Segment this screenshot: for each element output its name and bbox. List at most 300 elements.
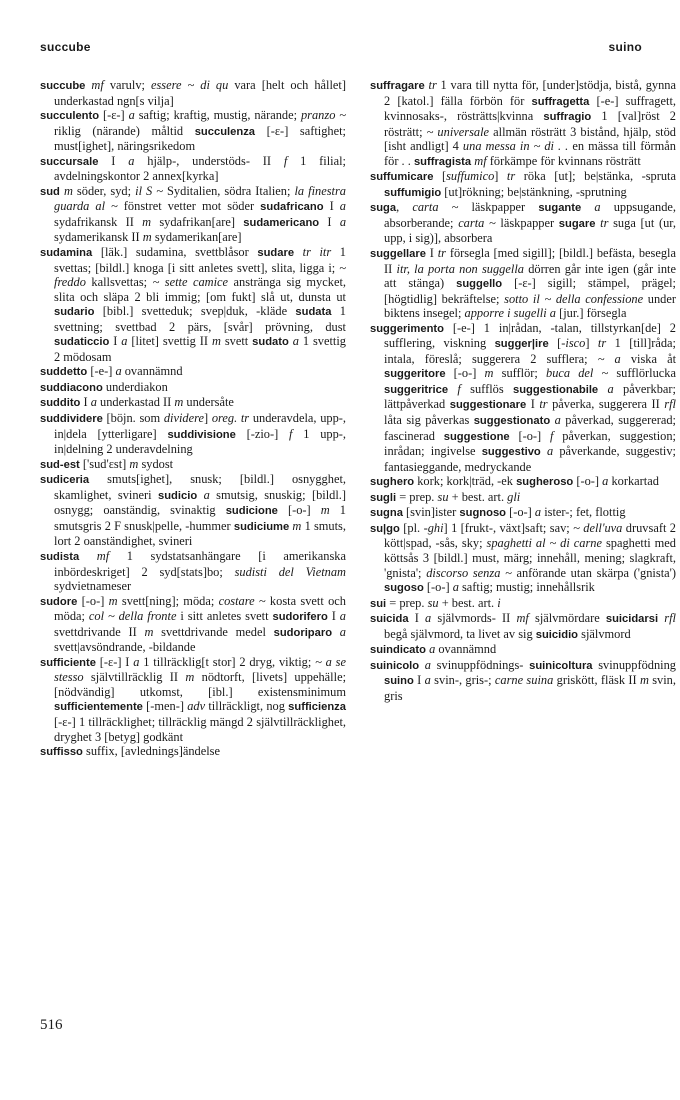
definition-text: i sitt anletes svett — [176, 609, 273, 624]
grammar-label: a — [339, 214, 347, 229]
dictionary-entry — [40, 184, 346, 245]
definition-text: läskpapper — [495, 215, 559, 230]
headword: suggestione — [443, 430, 510, 443]
grammar-label: m — [142, 214, 152, 229]
definition-text: kallsvettas; — [85, 275, 153, 290]
grammar-label: a — [534, 505, 542, 520]
headword: suggellare — [370, 248, 426, 261]
definition-text: uppsugande, absorberande; — [384, 200, 676, 230]
headword: sudista — [40, 550, 80, 563]
headword: sugnoso — [459, 507, 507, 520]
definition-text: påverkande, suggestiv; fantasieggande, medryckande — [384, 444, 676, 474]
grammar-label: ~ freddo — [54, 260, 346, 290]
headword: sudoriparo — [273, 626, 333, 639]
definition-text — [332, 625, 340, 639]
grammar-label: essere ~ di qu — [150, 78, 229, 92]
definition-text: kosta svett och möda; — [54, 593, 346, 624]
dictionary-entry — [370, 246, 676, 321]
grammar-label: a — [128, 108, 135, 123]
definition-text: I — [408, 611, 426, 626]
definition-text: självtillräcklig II — [83, 670, 186, 685]
dictionary-entry — [370, 642, 676, 658]
definition-text: 1 smuts, lort 2 oanständighet, svineri — [54, 518, 346, 549]
grammar-label: una messa in ~ di . . — [462, 139, 569, 154]
grammar-label: tr — [539, 397, 548, 412]
definition-text: = prep. — [386, 595, 428, 610]
grammar-label: a — [115, 364, 122, 379]
definition-text: ['sud'εst] — [79, 456, 130, 471]
grammar-label: a — [339, 609, 346, 624]
grammar-label: a — [90, 395, 97, 410]
grammar-label: i — [497, 595, 501, 610]
grammar-label: itr, la porta non suggella — [396, 261, 524, 276]
grammar-label: m — [320, 503, 330, 518]
definition-text — [294, 245, 303, 259]
definition-text: suga [ut (ur, upp, i sig)], absorbera — [384, 215, 676, 246]
headword: sufficiente — [40, 656, 96, 669]
grammar-label: spaghetti al ~ di carne — [486, 536, 602, 551]
definition-text: 1 vara till nytta för, [under]stödja, bistå, gynna 2 [katol.] fälla förbön för — [384, 78, 676, 108]
dictionary-entry — [40, 549, 346, 594]
definition-text: begå självmord, ta livet av sig — [384, 626, 536, 641]
grammar-label: suffumico — [446, 169, 495, 184]
grammar-label: rfl — [664, 611, 676, 626]
definition-text: [-ε-] — [99, 108, 129, 123]
grammar-label: mf — [96, 548, 110, 563]
grammar-label: a — [425, 611, 432, 626]
grammar-label: ~ a — [597, 351, 621, 366]
grammar-label: m — [63, 183, 73, 198]
headword: sudiceria — [40, 474, 90, 487]
grammar-label: a — [133, 654, 140, 669]
grammar-label: a — [554, 413, 561, 428]
definition-text: [-o-] — [509, 428, 550, 443]
definition-text: vara [helt och hållet] underkastad ngn[s vilja] — [54, 78, 346, 108]
grammar-label: discorso senza ~ — [426, 565, 512, 580]
grammar-label: m — [484, 366, 494, 381]
headword: sugoso — [384, 582, 424, 595]
dictionary-entry — [370, 611, 676, 642]
definition-text: allmän rösträtt 3 bistånd, hjälp, stöd [isht andligt] 4 — [384, 124, 677, 154]
headword: sudata — [295, 306, 332, 319]
definition-text: nödtorft, [livets] uppehälle; [nödvändig] utkomst, [ibl.] existensminimum — [54, 670, 347, 699]
definition-text: påverka, suggerera II — [547, 397, 665, 412]
definition-text: sufflör; — [493, 366, 547, 381]
definition-text — [581, 200, 594, 214]
headword: sudare — [257, 247, 295, 260]
headword: sugante — [538, 202, 582, 215]
grammar-label: f — [283, 153, 288, 168]
definition-text: sydvietnameser — [54, 579, 132, 594]
headword: sudamericano — [243, 216, 320, 229]
definition-text: 1 [val]röst 2 rösträtt; — [384, 109, 676, 139]
grammar-label: a — [546, 444, 554, 459]
definition-text: [-o-] — [277, 503, 321, 518]
grammar-label: tr — [597, 336, 607, 351]
grammar-label: f — [457, 381, 461, 396]
headword: suindicato — [370, 644, 426, 657]
definition-text: 1 filial; avdelningskontor 2 annex[kyrka] — [54, 153, 347, 184]
definition-text: [-o-] — [423, 580, 453, 595]
definition-text: söder, syd; — [72, 183, 136, 198]
definition-text: [-o-] — [77, 593, 109, 608]
grammar-label: buca del ~ — [546, 366, 609, 381]
grammar-label: m — [129, 456, 139, 471]
grammar-label: mf — [474, 153, 487, 168]
definition-text: svinuppfödning — [592, 657, 676, 672]
definition-text: [läk.] sudamina, svettblåsor — [92, 245, 258, 260]
headword: succube — [40, 80, 86, 92]
guide-word-right: suino — [608, 40, 642, 54]
definition-text: ] — [203, 411, 212, 426]
definition-text: [böjn. som — [102, 411, 164, 426]
dictionary-entry — [40, 78, 346, 108]
headword: sudafricano — [260, 201, 324, 214]
definition-text: undersåte — [183, 395, 234, 410]
definition-text: suffix, [avlednings]ändelse — [82, 744, 220, 759]
definition-text: [litet] svettig II — [127, 334, 212, 349]
headword: suga — [370, 202, 397, 215]
definition-text: [-e-] — [87, 364, 116, 379]
definition-text: sydamerikansk II — [54, 230, 143, 245]
headword: suicida — [370, 613, 409, 626]
definition-text: I — [323, 199, 340, 214]
definition-text: kork; kork|träd, -ek — [414, 474, 517, 489]
grammar-label: ~ universale — [426, 124, 490, 139]
definition-text: [-ε-] I — [95, 654, 134, 669]
definition-text: [svin]ister — [402, 505, 460, 520]
headword: suddetto — [40, 366, 88, 379]
definition-text: svett|avsöndrande, -bildande — [54, 640, 196, 655]
headword: sudario — [54, 306, 95, 319]
definition-text: ] — [585, 336, 598, 351]
dictionary-entry — [370, 658, 676, 704]
headword: sui — [370, 597, 387, 610]
definition-text: [-o-] — [573, 474, 603, 489]
definition-text: [jur.] försegla — [555, 306, 627, 321]
dictionary-entry — [370, 474, 676, 490]
grammar-label: apporre i sugelli a — [464, 306, 556, 321]
grammar-label: f — [289, 426, 293, 441]
headword: suinicolo — [370, 659, 420, 672]
dictionary-entry — [40, 154, 346, 184]
grammar-label: tr — [428, 78, 437, 92]
definition-text: 1 upp-, in|delning 2 underavdelning — [54, 426, 346, 457]
grammar-label: m — [211, 334, 221, 349]
grammar-label: la finestra guarda al ~ — [54, 183, 346, 214]
dictionary-entry — [370, 505, 676, 521]
dictionary-entry — [370, 78, 676, 169]
headword: sudamina — [40, 247, 93, 260]
definition-text: riklig (närande) måltid — [54, 123, 195, 138]
dictionary-entry — [40, 411, 346, 457]
grammar-label: m — [292, 518, 302, 533]
dictionary-entry — [370, 321, 676, 474]
grammar-label: -ghi — [423, 520, 444, 535]
definition-text: självmord — [578, 626, 631, 641]
dictionary-entry — [40, 364, 346, 380]
definition-text: sydafrikan[are] — [151, 214, 244, 229]
definition-text: tillräckligt, nog — [205, 699, 289, 714]
headword: suffragista — [413, 155, 472, 168]
definition-text: saftig; mustig; innehållsrik — [458, 580, 595, 595]
definition-text: ] 1 [frukt-, växt]saft; sav; — [443, 520, 574, 535]
definition-text: svin-, gris-; — [430, 673, 495, 688]
definition-text: 1 svettning; svettbad 2 pärs, [svår] prövning, dust — [54, 304, 346, 334]
headword: sudaticcio — [54, 336, 110, 349]
grammar-label: ~ dell'uva — [573, 520, 623, 535]
definition-text: + best. art. — [448, 489, 508, 504]
definition-text: 1 tillräcklig[t stor] 2 dryg, viktig; — [139, 654, 316, 669]
headword: suggello — [456, 278, 503, 291]
definition-text: under biktens insegel; — [384, 291, 676, 321]
grammar-label: m — [174, 395, 184, 410]
definition-text: hjälp-, understöds- II — [134, 153, 284, 168]
definition-text: [-ε-] 1 tillräcklighet; tillräcklig mängd 2 självtillräcklighet, dryghet 3 [betyg] godkänt — [54, 714, 346, 744]
definition-text: korkartad — [608, 474, 659, 489]
dictionary-entry — [40, 395, 346, 411]
headword: suddiacono — [40, 381, 103, 394]
definition-text: anförande utan skärpa ('gnista') — [511, 565, 676, 580]
definition-text: sydamerikan[are] — [151, 230, 242, 245]
grammar-label: costare ~ — [218, 593, 266, 608]
definition-text: ] — [494, 169, 507, 184]
definition-text: [-o-] — [506, 505, 535, 520]
headword: suggeritore — [384, 368, 446, 381]
grammar-label: a — [121, 334, 128, 349]
headword: sudore — [40, 595, 78, 608]
definition-text: griskött, fläsk II — [553, 673, 640, 688]
definition-text: sufflös — [460, 381, 513, 396]
headword: sugger|ire — [494, 338, 549, 351]
headword: sughero — [370, 476, 415, 489]
grammar-label: ~ a se stesso — [54, 654, 346, 685]
grammar-label: su — [437, 489, 449, 504]
grammar-label: tr — [600, 215, 609, 230]
headword: sugna — [370, 507, 403, 520]
definition-text: svinuppfödnings- — [431, 657, 530, 672]
definition-text: [-zio-] — [235, 426, 290, 441]
grammar-label: a — [607, 381, 614, 396]
definition-text: [bibl.] svetteduk; svep|duk, -kläde — [94, 304, 296, 319]
dictionary-entry — [40, 380, 346, 396]
grammar-label: a — [424, 673, 431, 688]
definition-text: I — [80, 395, 91, 410]
definition-text: underavdela, upp-, in|dela [ytterligare] — [54, 411, 347, 441]
grammar-label: tr — [437, 246, 446, 261]
dictionary-entry — [40, 655, 346, 744]
headword: suffragio — [543, 111, 592, 124]
definition-text: Syditalien, södra Italien; — [163, 183, 295, 198]
definition-text: svettdrivande medel — [153, 624, 274, 639]
headword: sufficientemente — [54, 701, 143, 714]
definition-text: svin, gris — [384, 673, 676, 703]
dictionary-entry — [370, 490, 676, 506]
dictionary-entry — [40, 108, 346, 154]
grammar-label: carta ~ — [412, 200, 459, 215]
headword: suggestionare — [449, 399, 527, 412]
grammar-label: a — [128, 153, 135, 168]
grammar-label: pranzo ~ — [300, 108, 347, 123]
definition-text: [-men-] — [142, 699, 188, 714]
definition-text: saftig; kraftig, mustig, närande; — [134, 108, 301, 123]
headword: suffragetta — [531, 95, 590, 108]
definition-text: I — [109, 334, 122, 349]
definition-text: sydost — [138, 456, 174, 471]
grammar-label: a — [602, 474, 609, 489]
headword: sugare — [558, 217, 596, 230]
dictionary-entry — [370, 169, 676, 200]
headword: su|go — [370, 522, 400, 535]
definition-text: självmords- II — [431, 611, 517, 626]
grammar-label: m — [639, 673, 649, 688]
grammar-label: a — [292, 334, 299, 349]
definition-text: underdiakon — [102, 379, 168, 394]
grammar-label: sudisti del Vietnam — [234, 564, 346, 579]
definition-text: = prep. — [396, 489, 438, 504]
definition-text: sydafrikansk II — [54, 214, 143, 229]
definition-text: påverkan, suggestion; inrådan; ingivelse — [384, 428, 676, 459]
definition-text: [ut]rökning; be|stänkning, -sprutning — [441, 184, 627, 199]
definition-text: försegla [med sigill]; [bildl.] befästa, besegla II — [384, 246, 677, 276]
definition-text: en mässa till förmån för . . — [384, 139, 677, 168]
grammar-label: il S ~ — [135, 183, 163, 198]
grammar-label: tr — [506, 169, 516, 184]
grammar-label: a — [339, 199, 346, 214]
definition-text: ister-; fet, flottig — [541, 505, 626, 520]
headword: sudicio — [158, 489, 198, 502]
definition-text: låta sig påverkas — [384, 413, 474, 428]
headword: suffumicare — [370, 171, 434, 184]
definition-text: läskpapper — [458, 200, 539, 215]
headword: suggestionato — [473, 415, 551, 428]
definition-text: , — [396, 200, 413, 215]
headword: sudato — [252, 336, 289, 349]
grammar-label: mf — [91, 78, 104, 92]
headword: sudiciume — [233, 520, 290, 533]
headword: sudicione — [225, 505, 278, 518]
grammar-label: a — [339, 624, 346, 639]
headword: suggestivo — [481, 446, 541, 459]
headword: succulenza — [194, 125, 256, 138]
page-number: 516 — [40, 1017, 63, 1033]
dictionary-entry — [40, 744, 346, 760]
definition-text: [-ε-] saftighet; must[ighet], näringsrikedom — [54, 123, 346, 154]
grammar-label: a — [424, 657, 431, 672]
definition-text: I — [319, 214, 340, 229]
definition-text: [ — [548, 336, 562, 351]
headword: suicidarsi — [605, 613, 659, 626]
headword: suffisso — [40, 746, 83, 759]
definition-text: smutsig, snuskig; [bildl.] osnygg; oanständig, svinaktig — [54, 487, 347, 518]
definition-text: [-o-] — [445, 366, 485, 381]
grammar-label: a — [594, 200, 601, 215]
definition-text: underkastad II — [96, 395, 175, 410]
definition-text: anstränga sig mycket, slita och släpa 2 bli immig; [om fukt] slå ut, dunsta ut — [54, 275, 346, 304]
definition-text: svett — [220, 334, 253, 349]
definition-text: ovannämnd — [435, 642, 497, 657]
definition-text: 1 [till]råda; intala, föreslå; suggerera 2 sufflera; — [384, 336, 676, 366]
definition-text: I — [98, 153, 129, 168]
headword: sugheroso — [516, 476, 574, 489]
definition-text: I — [526, 397, 540, 412]
headword: suggeritrice — [384, 383, 449, 396]
grammar-label: a — [429, 642, 436, 657]
definition-text: förkämpe för kvinnans rösträtt — [486, 153, 641, 168]
grammar-label: -isco — [561, 336, 586, 351]
definition-text: [ — [433, 169, 447, 184]
grammar-label: m — [185, 670, 195, 685]
definition-text: [-ε-] sigill; stämpel, prägel; [högtidlig] bekräftelse; — [384, 276, 676, 306]
definition-text: I — [327, 609, 340, 624]
headword: suddito — [40, 397, 81, 410]
grammar-label: col ~ della fronte — [88, 609, 177, 624]
headword: sud-est — [40, 458, 80, 471]
dictionary-column-left — [40, 78, 346, 760]
grammar-label: a — [452, 580, 459, 595]
definition-text — [448, 382, 457, 396]
definition-text: smuts[ighet], snusk; [bildl.] osnygghet, skamlighet, svineri — [54, 472, 346, 502]
definition-text: druvsaft 2 kött|spad, -sås, sky; — [384, 520, 677, 551]
definition-text: 1 sydstatsanhängare [i amerikanska inbördeskriget] 2 syd[stats]bo; — [54, 548, 346, 579]
definition-text: självmördare — [528, 611, 606, 626]
grammar-label: m — [144, 624, 154, 639]
headword: suggestionabile — [512, 383, 599, 396]
definition-text: svettdrivande II — [54, 624, 145, 639]
dictionary-entry — [370, 521, 676, 596]
dictionary-entry — [370, 596, 676, 612]
headword: sud — [40, 185, 60, 198]
definition-text: 1 svettas; [bildl.] knoga [i sitt anletes svett], slita, ligga i; — [54, 245, 346, 275]
definition-text: fönstret vetter mot söder — [117, 199, 261, 214]
definition-text: svett[ning]; möda; — [117, 593, 219, 608]
definition-text: I — [413, 673, 425, 688]
grammar-label: oreg. tr — [211, 411, 250, 426]
definition-text: I — [425, 246, 438, 261]
grammar-label: tr itr — [302, 245, 332, 260]
dictionary-entry — [40, 245, 346, 364]
definition-text — [79, 549, 97, 563]
grammar-label: gli — [507, 489, 521, 504]
grammar-label: ~ sette camice — [152, 275, 229, 290]
grammar-label: carne suina — [494, 673, 554, 688]
definition-text: dörren går inte igen (går inte att stänga) — [384, 261, 676, 291]
grammar-label: dividere — [163, 411, 204, 426]
grammar-label: carta ~ — [458, 215, 496, 230]
dictionary-entry — [40, 472, 346, 549]
grammar-label: m — [108, 593, 118, 608]
headword: suicidio — [535, 628, 579, 641]
definition-text: spaghetti med köttsås 3 [bildl.] must, märg; innehåll, mening; slagkraft, 'gnista'; — [384, 536, 677, 580]
grammar-label: mf — [516, 611, 529, 626]
definition-text: + best. art. — [438, 595, 498, 610]
grammar-label: su — [427, 595, 439, 610]
definition-text: ovannämnd — [121, 364, 183, 379]
definition-text: röka [ut]; be|stänka, -spruta — [515, 169, 676, 184]
definition-text: 1 smutsgris 2 F snusk|pelle, -hummer — [54, 503, 346, 533]
guide-word-left: succube — [40, 40, 91, 54]
headword: suino — [384, 675, 414, 688]
headword: succursale — [40, 155, 99, 168]
dictionary-entry — [40, 594, 346, 655]
dictionary-entry — [370, 200, 676, 246]
headword: sudorifero — [272, 611, 328, 624]
dictionary-column-right — [370, 78, 676, 703]
grammar-label: sotto il ~ della confessione — [504, 291, 644, 306]
grammar-label: f — [549, 428, 554, 443]
grammar-label: adv — [187, 699, 206, 714]
definition-text: varulv; — [103, 78, 151, 92]
